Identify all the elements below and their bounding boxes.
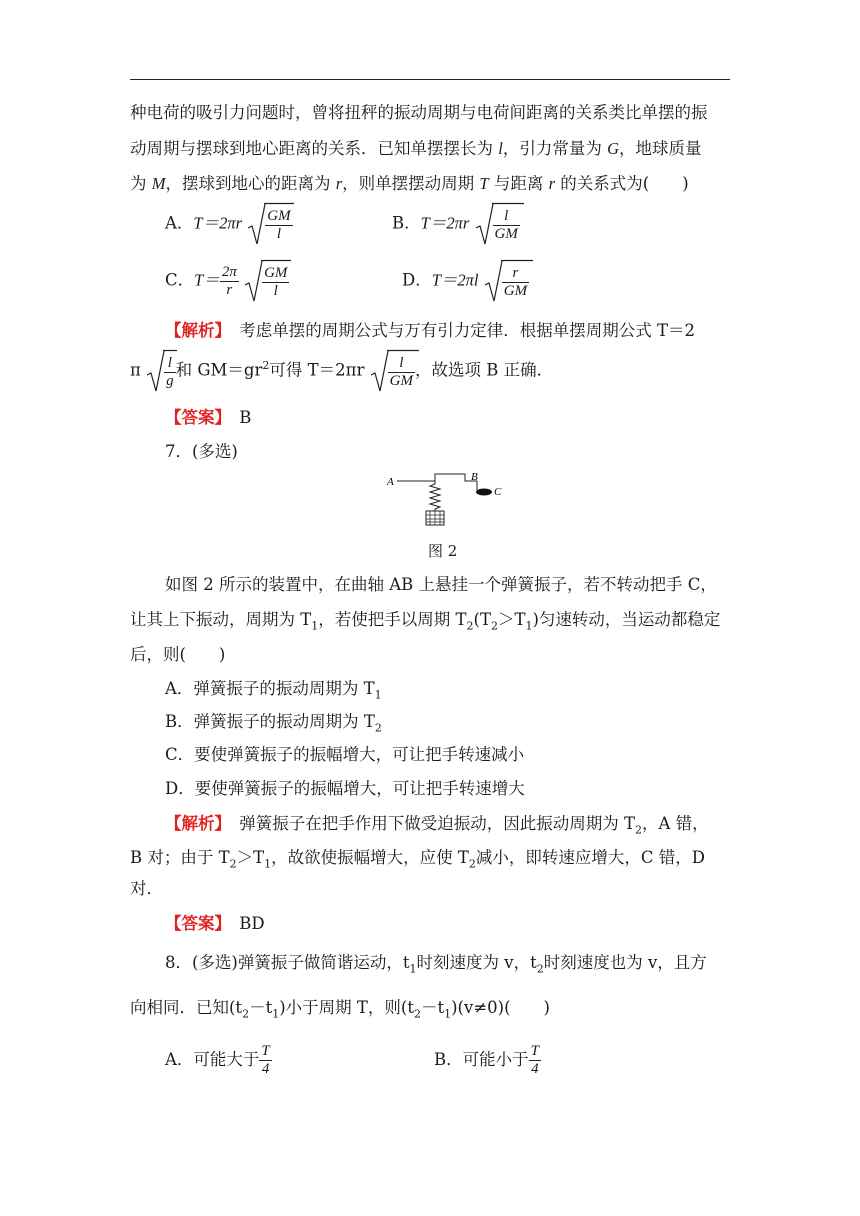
sqrt-symbol: $\frac{l}{g}$ <box>146 352 176 390</box>
spring <box>430 474 440 511</box>
q8-line-1: 8．(多选)弹簧振子做简谐运动，$t_1$时刻速度为 v，$t_2$时刻速度也为 v，且方 <box>165 953 707 976</box>
q8-line-2: 向相同．已知$(t_2-t_1)$小于周期 T，则$(t_2-t_1)(v\ne 0)$( ) <box>130 998 550 1021</box>
q6-option-a: A．T＝2πr $\frac{GM}{l}$ <box>165 205 293 243</box>
q6-analysis-line-2: π $\frac{l}{g}$ 和 $GM=gr^2$可得 T＝2πr $\frac{l}{GM}$ ，故选项 B 正确． <box>130 352 553 390</box>
crankshaft-spring-figure <box>385 470 505 530</box>
answer-tag: 【答案】 <box>165 408 223 427</box>
q7-option-d: D．要使弹簧振子的振幅增大，可让把手转速增大 <box>165 779 525 798</box>
q7-analysis-line-3: 对． <box>130 879 163 898</box>
sqrt-symbol: $\frac{l}{GM}$ <box>370 352 415 390</box>
analysis-tag: 【解析】 <box>165 321 223 340</box>
q8-option-b: B．可能小于 $\frac{T}{4}$ <box>434 1043 539 1077</box>
q7-analysis-line-1: 【解析】 弹簧振子在把手作用下做受迫振动，因此振动周期为 $T_2$，A 错， <box>165 814 709 837</box>
analysis-tag: 【解析】 <box>165 814 223 833</box>
figure-caption: 图 2 <box>428 542 458 560</box>
answer-tag: 【答案】 <box>165 914 223 933</box>
q6-option-d: D．T＝2πl $\frac{r}{GM}$ <box>402 262 529 300</box>
q6-analysis-line-1: 【解析】 考虑单摆的周期公式与万有引力定律．根据单摆周期公式 T＝2 <box>165 321 695 340</box>
q7-option-a: A．弹簧振子的振动周期为 $T_1$ <box>165 679 382 702</box>
q7-option-c: C．要使弹簧振子的振幅增大，可让把手转速减小 <box>165 745 525 764</box>
q6-line-1: 种电荷的吸引力问题时，曾将扭秤的振动周期与电荷间距离的关系类比单摆的振 <box>130 103 708 122</box>
figure-label-a: A <box>387 476 394 488</box>
weight-block <box>426 511 444 525</box>
sqrt-symbol: $\frac{GM}{l}$ <box>244 262 289 300</box>
q7-analysis-line-2: B 对；由于 $T_2>T_1$，故欲使振幅增大，应使 $T_2$减小，即转速应增大，C 错，D <box>130 848 706 871</box>
q6-line-2: 动周期与摆球到地心距离的关系．已知单摆摆长为 l，引力常量为 G，地球质量 <box>130 139 702 158</box>
q6-line-3: 为 M，摆球到地心的距离为 r，则单摆摆动周期 T 与距离 r 的关系式为( ) <box>130 174 689 193</box>
q8-option-a: A．可能大于 $\frac{T}{4}$ <box>165 1043 270 1077</box>
q6-option-b: B．T＝2πr $\frac{l}{GM}$ <box>392 205 520 243</box>
sqrt-symbol: $\frac{r}{GM}$ <box>484 262 529 300</box>
sqrt-symbol: $\frac{GM}{l}$ <box>247 205 292 243</box>
q7-body-2: 让其上下振动，周期为 $T_1$，若使把手以周期 $T_2(T_2>T_1)$匀速转动，当运动都稳定 <box>130 610 721 633</box>
q7-heading: 7．(多选) <box>165 442 238 461</box>
sqrt-symbol: $\frac{l}{GM}$ <box>475 205 520 243</box>
crank-handle <box>476 489 492 496</box>
q6-answer: 【答案】 B <box>165 408 252 427</box>
figure-label-c: C <box>494 486 502 498</box>
header-rule <box>130 79 730 80</box>
q7-option-b: B．弹簧振子的振动周期为 $T_2$ <box>165 712 382 735</box>
q7-body-1: 如图 2 所示的装置中，在曲轴 AB 上悬挂一个弹簧振子，若不转动把手 C， <box>165 575 717 594</box>
q7-answer: 【答案】 BD <box>165 914 265 933</box>
q7-body-3: 后，则( ) <box>130 645 226 664</box>
q6-option-c: C．T＝ $\frac{2\pi}{r}$ $\frac{GM}{l}$ <box>165 262 289 300</box>
figure-label-b: B <box>471 471 478 483</box>
